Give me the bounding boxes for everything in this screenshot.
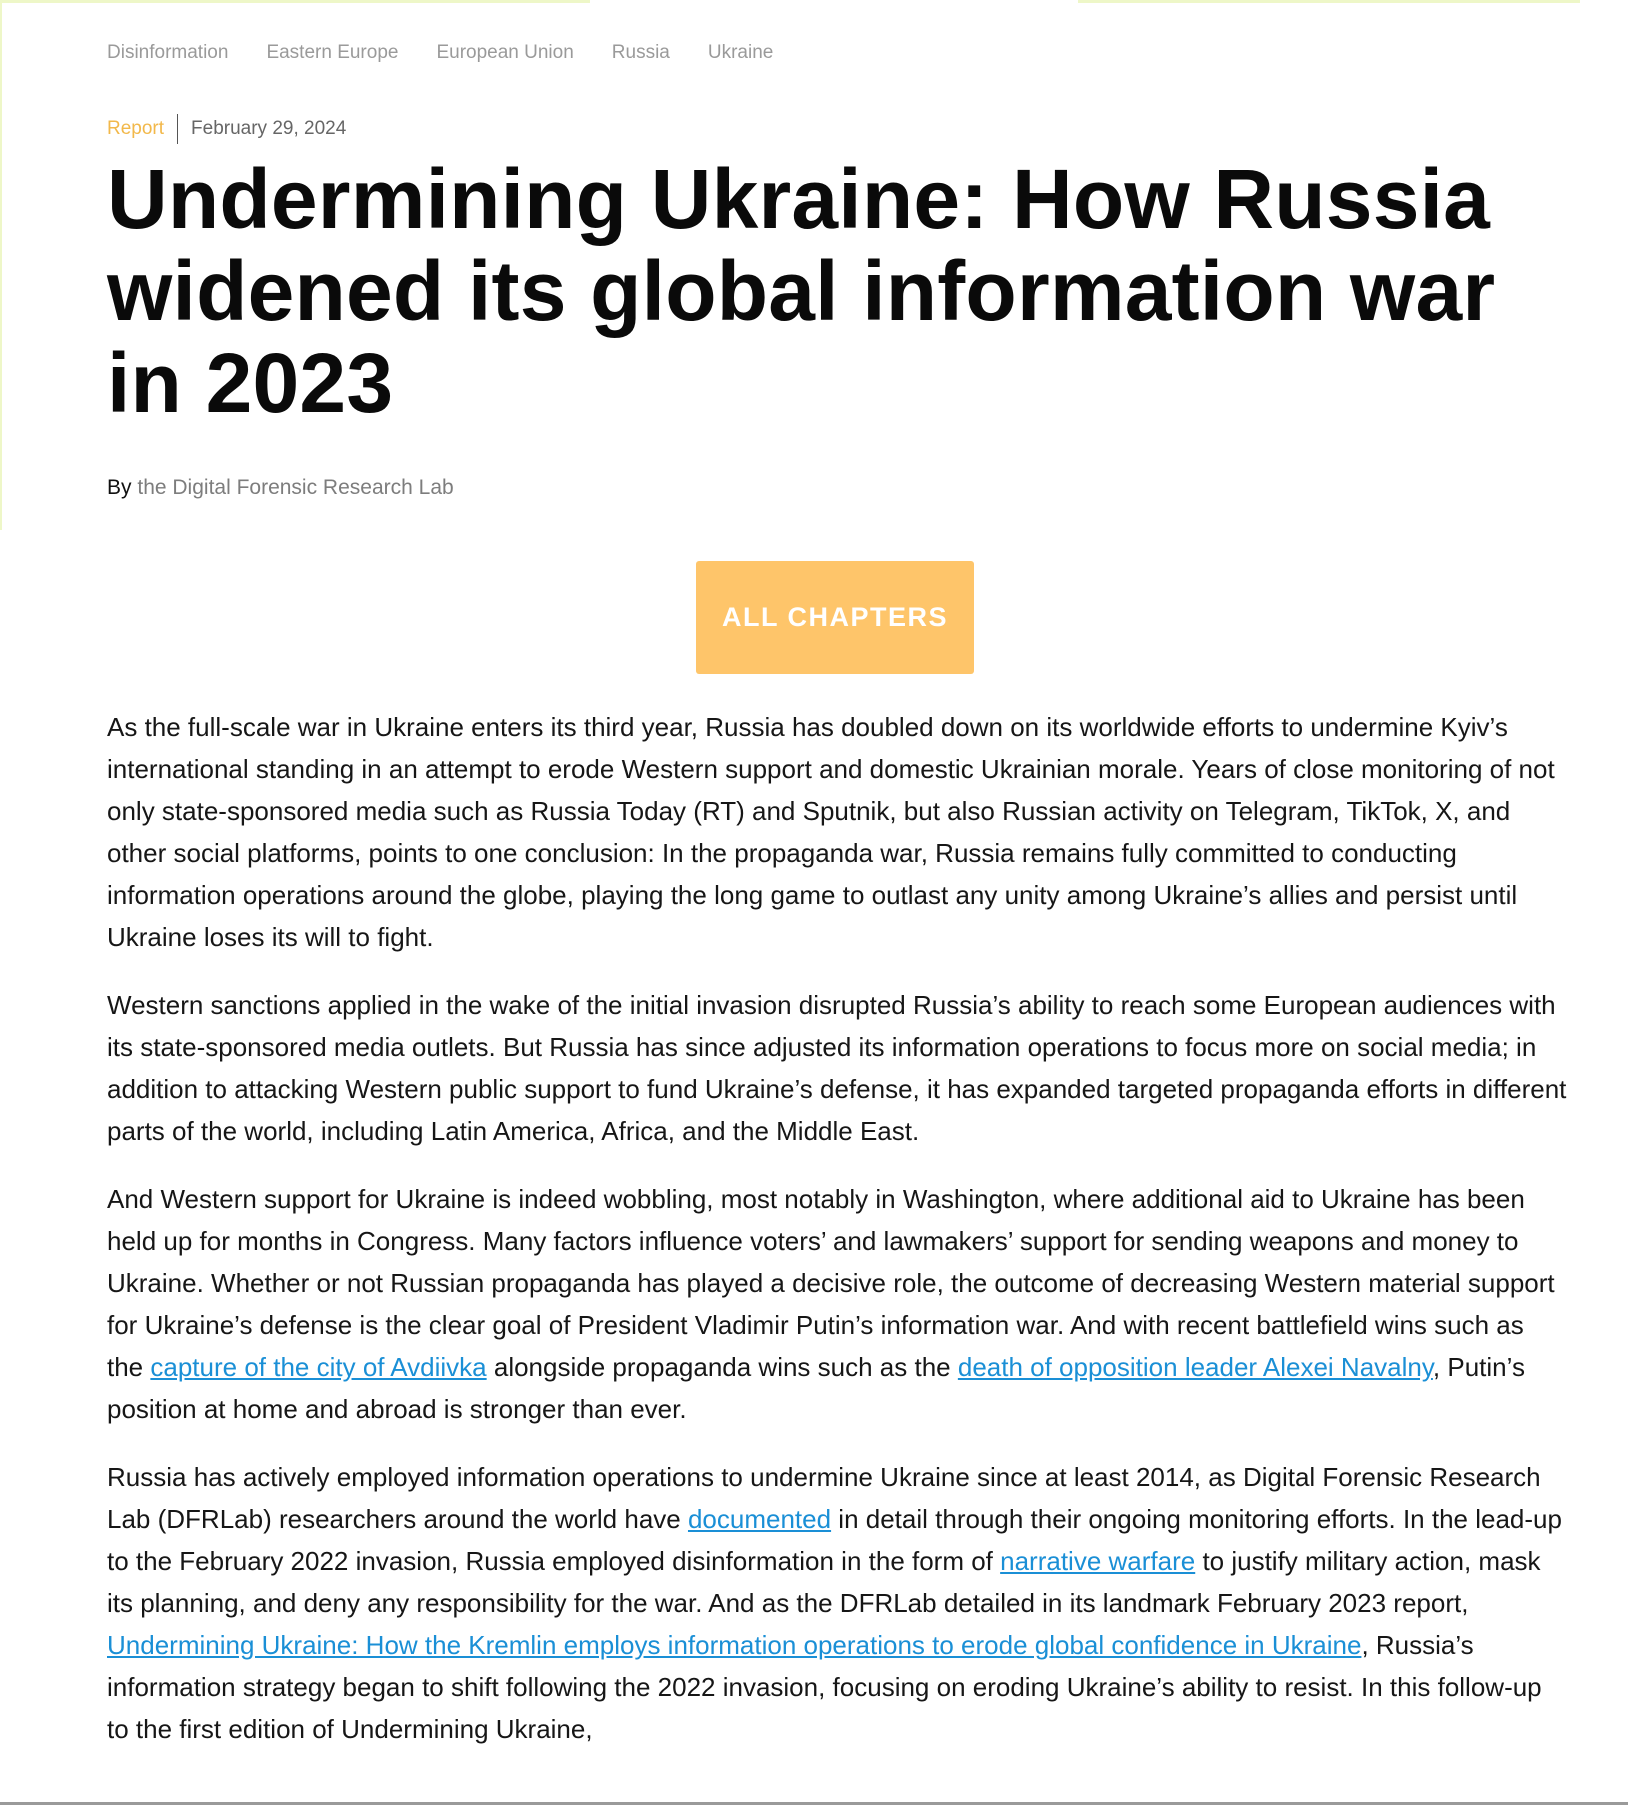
all-chapters-button[interactable]: ALL CHAPTERS: [696, 561, 974, 674]
tag-european-union[interactable]: European Union: [436, 42, 574, 63]
topic-tags: [107, 42, 773, 64]
publish-date: February 29, 2024: [191, 118, 347, 139]
tag-eastern-europe[interactable]: Eastern Europe: [266, 42, 399, 63]
paragraph-4-text-3: to justify military action, mask its planning, and deny any responsibility for the war. And as the DFRLab detailed in its landmark February 2023 report,: [107, 1546, 1541, 1618]
link-narrative-warfare[interactable]: narrative warfare: [1000, 1546, 1196, 1576]
paragraph-1: As the full-scale war in Ukraine enters its third year, Russia has doubled down on its worldwide efforts to undermine Kyiv’s international standing in an attempt to erode Western support and domestic Ukrainian morale. Years of close monitoring of not only state-sponsored media such as Russia Today (RT) and Sputnik, but also Russian activity on Telegram, TikTok, X, and other social platforms, points to one conclusion: In the propaganda war, Russia remains fully committed to conducting information operations around the globe, playing the long game to outlast any unity among Ukraine’s allies and persist until Ukraine loses its will to fight.: [107, 712, 1555, 952]
author-link[interactable]: the Digital Forensic Research Lab: [137, 476, 454, 499]
tag-disinformation[interactable]: Disinformation: [107, 42, 229, 63]
page-title: Undermining Ukraine: How Russia widened its global information war in 2023: [107, 152, 1496, 430]
paragraph-3-text-1: And Western support for Ukraine is indeed wobbling, most notably in Washington, where additional aid to Ukraine has been held up for months in Congress. Many factors influence voters’ and lawmakers’ support for sending weapons and money to Ukraine. Whether or not Russian propaganda has played a decisive role, the outcome of decreasing Western material support for Ukraine’s defense is the clear goal of President Vladimir Putin’s information war. And with recent battlefield wins such as the: [107, 1184, 1555, 1382]
link-avdiivka[interactable]: capture of the city of Avdiivka: [150, 1352, 487, 1382]
left-edge-accent: [0, 0, 2, 530]
paragraph-4-text-4: , Russia’s information strategy began to shift following the 2022 invasion, focusing on eroding Ukraine’s ability to resist. In this follow-up to the first edition of Undermining Ukraine,: [107, 1630, 1542, 1744]
top-accent-bar-left: [0, 0, 590, 3]
link-undermining-ukraine-report[interactable]: Undermining Ukraine: How the Kremlin employs information operations to erode global confidence in Ukraine: [107, 1630, 1362, 1660]
paragraph-3-text-3: , Putin’s position at home and abroad is stronger than ever.: [107, 1352, 1525, 1424]
top-accent-bar-right: [1078, 0, 1580, 3]
paragraph-3-text-2: alongside propaganda wins such as the: [486, 1352, 958, 1382]
tag-russia[interactable]: Russia: [611, 42, 670, 63]
link-documented[interactable]: documented: [687, 1504, 832, 1534]
byline-prefix: By: [107, 476, 132, 499]
paragraph-4-text-1: Russia has actively employed information operations to undermine Ukraine since at least 2014, as Digital Forensic Research Lab (DFRLab) researchers around the world have: [107, 1462, 1541, 1534]
article-type[interactable]: Report: [107, 118, 165, 139]
link-navalny[interactable]: death of opposition leader Alexei Navalny: [957, 1352, 1433, 1382]
paragraph-4: [107, 1456, 1567, 1750]
paragraph-2: Western sanctions applied in the wake of the initial invasion disrupted Russia’s ability to reach some European audiences with its state-sponsored media outlets. But Russia has since adjusted its information operations to focus more on social media; in addition to attacking Western public support to fund Ukraine’s defense, it has expanded targeted propaganda efforts in different parts of the world, including Latin America, Africa, and the Middle East.: [107, 990, 1567, 1146]
tag-ukraine[interactable]: Ukraine: [707, 42, 774, 63]
byline: [107, 476, 454, 500]
article-meta: [107, 114, 346, 144]
article-body: [107, 706, 1567, 1776]
paragraph-4-text-2: in detail through their ongoing monitoring efforts. In the lead-up to the February 2022 invasion, Russia employed disinformation in the form of: [107, 1504, 1562, 1576]
paragraph-3: [107, 1178, 1567, 1430]
